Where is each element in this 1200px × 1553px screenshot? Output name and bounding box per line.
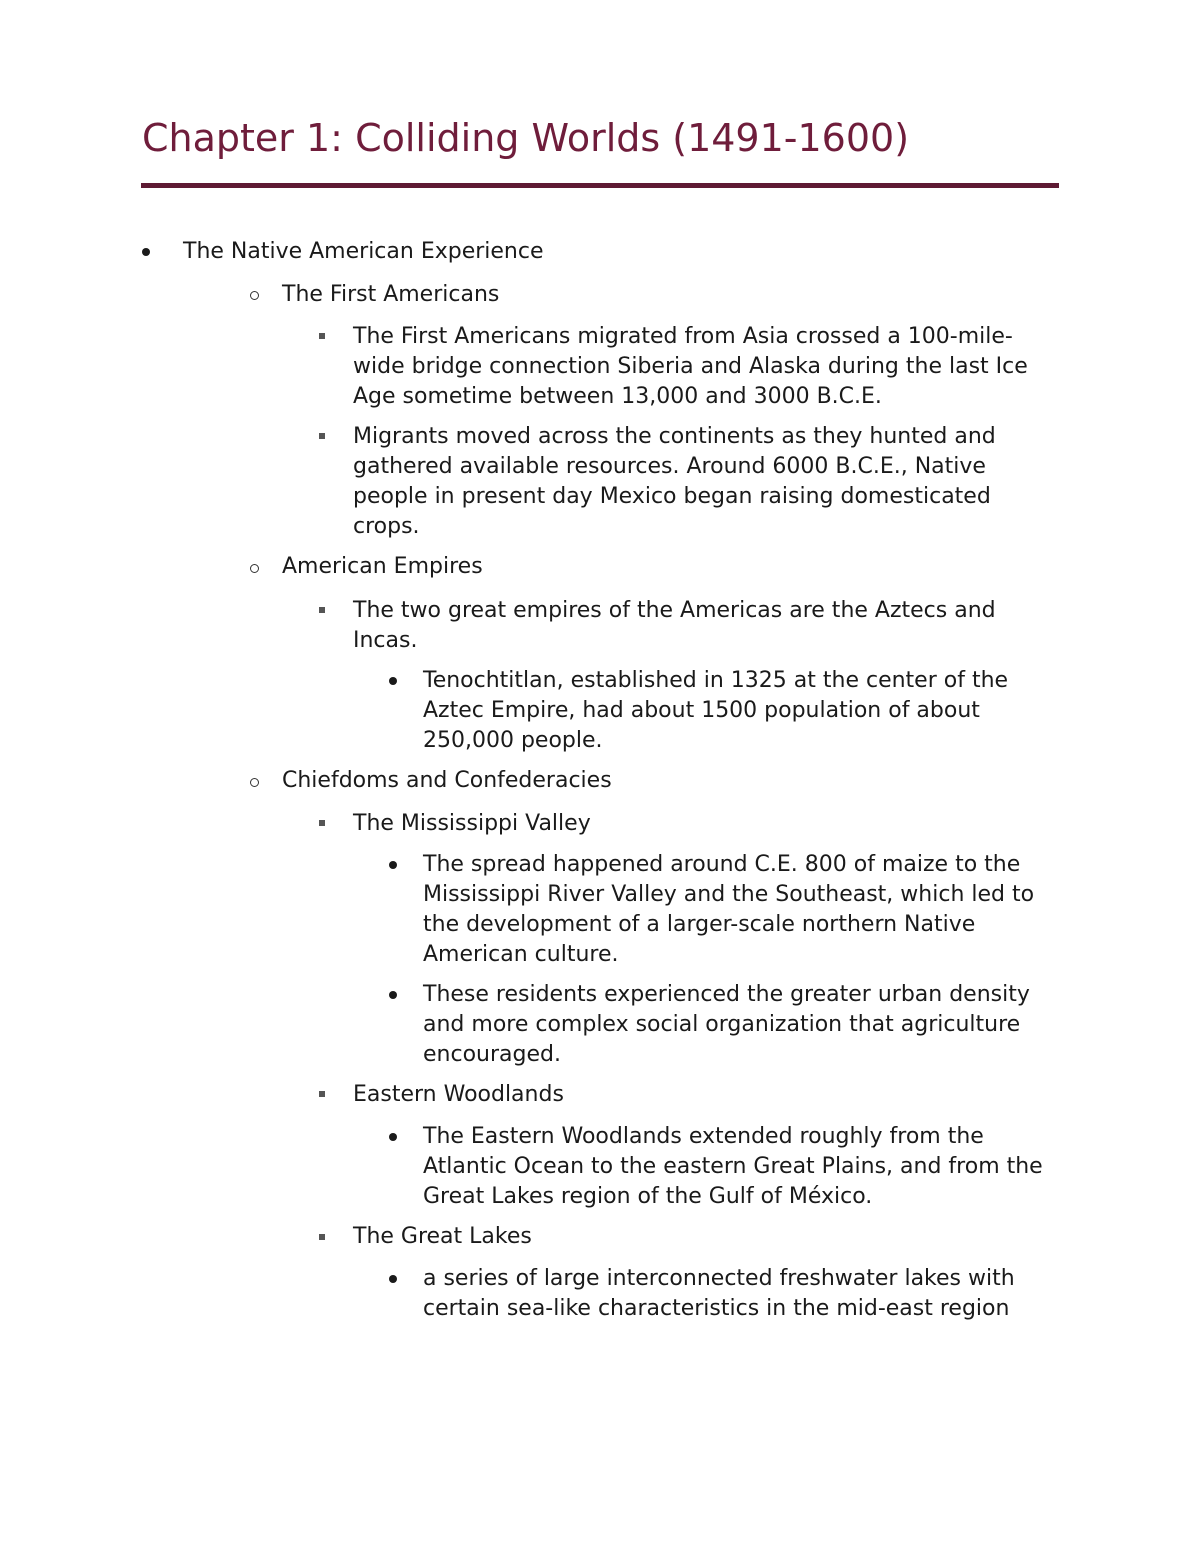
disc-bullet-icon xyxy=(389,1275,397,1283)
page-title: Chapter 1: Colliding Worlds (1491-1600) xyxy=(142,116,910,160)
disc-bullet-icon xyxy=(389,861,397,869)
circle-bullet-icon xyxy=(250,778,259,787)
disc-bullet-icon xyxy=(389,991,397,999)
square-bullet-icon xyxy=(319,333,325,339)
outline-subheading-first-americans: The First Americans xyxy=(282,282,500,307)
square-bullet-icon xyxy=(319,1234,325,1240)
square-bullet-icon xyxy=(319,433,325,439)
outline-heading-native-american-experience: The Native American Experience xyxy=(183,239,544,264)
outline-point-eastern-woodlands: Eastern Woodlands xyxy=(353,1082,564,1107)
outline-point-great-lakes: The Great Lakes xyxy=(353,1224,532,1249)
disc-bullet-icon xyxy=(389,1133,397,1141)
outline-detail-eastern-woodlands-extent: The Eastern Woodlands extended roughly from the Atlantic Ocean to the eastern Great Plains, and from the Great Lakes region of the Gulf of México. xyxy=(423,1124,1043,1209)
title-underline-rule xyxy=(141,183,1059,188)
outline-point-first-americans-migration: The First Americans migrated from Asia crossed a 100-mile-wide bridge connection Siberia and Alaska during the last Ice Age sometime between 13,000 and 3000 B.C.E. xyxy=(353,324,1028,409)
outline-detail-maize-spread: The spread happened around C.E. 800 of maize to the Mississippi River Valley and the Southeast, which led to the development of a larger-scale northern Native American culture. xyxy=(423,852,1035,967)
disc-bullet-icon xyxy=(389,677,397,685)
outline-point-mississippi-valley: The Mississippi Valley xyxy=(353,811,591,836)
outline-point-migrants-crops: Migrants moved across the continents as they hunted and gathered available resources. Around 6000 B.C.E., Native people in present day Mexico began raising domesticated crops. xyxy=(353,424,996,539)
outline-subheading-chiefdoms: Chiefdoms and Confederacies xyxy=(282,768,612,793)
outline-point-two-empires: The two great empires of the Americas are the Aztecs and Incas. xyxy=(353,598,996,653)
outline-subheading-american-empires: American Empires xyxy=(282,554,483,579)
disc-bullet-icon xyxy=(142,248,150,256)
square-bullet-icon xyxy=(319,607,325,613)
circle-bullet-icon xyxy=(250,291,259,300)
circle-bullet-icon xyxy=(250,564,259,573)
outline-detail-great-lakes-description: a series of large interconnected freshwater lakes with certain sea-like characteristics in the mid-east region xyxy=(423,1266,1015,1321)
outline-detail-tenochtitlan: Tenochtitlan, established in 1325 at the center of the Aztec Empire, had about 1500 population of about 250,000 people. xyxy=(423,668,1009,753)
square-bullet-icon xyxy=(319,820,325,826)
outline-detail-urban-density: These residents experienced the greater urban density and more complex social organization that agriculture encouraged. xyxy=(423,982,1030,1067)
square-bullet-icon xyxy=(319,1091,325,1097)
